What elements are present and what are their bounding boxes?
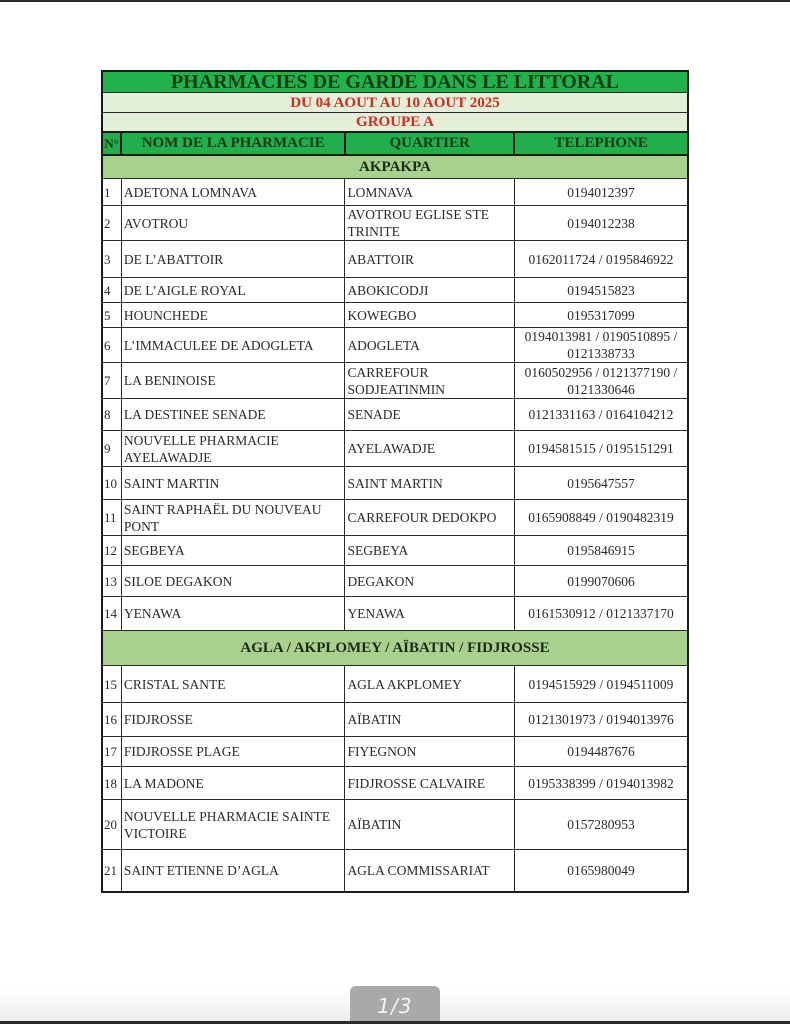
quartier-cell: AYELAWADJE <box>345 431 514 467</box>
quartier-cell: AVOTROU EGLISE STE TRINITE <box>345 206 514 241</box>
quartier-cell: YENAWA <box>345 597 514 631</box>
table-row <box>102 500 688 536</box>
row-number: 5 <box>102 303 121 328</box>
table-row <box>102 703 688 737</box>
pharmacy-name: DE L’AIGLE ROYAL <box>121 278 345 303</box>
telephone-cell: 0199070606 <box>514 566 688 597</box>
quartier-cell: AGLA COMMISSARIAT <box>345 850 514 893</box>
quartier-cell: SEGBEYA <box>345 536 514 566</box>
table-row <box>102 431 688 467</box>
table-row <box>102 278 688 303</box>
row-number: 20 <box>102 800 121 850</box>
pharmacy-name: SAINT RAPHAËL DU NOUVEAU PONT <box>121 500 345 536</box>
quartier-cell: CARREFOUR SODJEATINMIN <box>345 363 514 399</box>
telephone-cell: 0195338399 / 0194013982 <box>514 767 688 800</box>
table-row <box>102 767 688 800</box>
telephone-cell: 0194515823 <box>514 278 688 303</box>
row-number: 14 <box>102 597 121 631</box>
quartier-cell: DEGAKON <box>345 566 514 597</box>
pharmacy-name: YENAWA <box>121 597 345 631</box>
pharmacy-name: LA MADONE <box>121 767 345 800</box>
pharmacy-table <box>101 70 689 893</box>
pharmacy-name: FIDJROSSE PLAGE <box>121 737 345 767</box>
row-number: 3 <box>102 241 121 278</box>
pharmacy-name: DE L’ABATTOIR <box>121 241 345 278</box>
row-number: 10 <box>102 467 121 500</box>
table-row <box>102 363 688 399</box>
pharmacy-name: HOUNCHEDE <box>121 303 345 328</box>
row-number: 4 <box>102 278 121 303</box>
telephone-cell: 0194581515 / 0195151291 <box>514 431 688 467</box>
column-header-number: N° <box>102 132 121 155</box>
table-row <box>102 179 688 206</box>
telephone-cell: 0194013981 / 0190510895 / 0121338733 <box>514 328 688 363</box>
table-row <box>102 850 688 893</box>
table-row <box>102 399 688 431</box>
title-row <box>102 71 688 93</box>
table-row <box>102 597 688 631</box>
telephone-cell: 0195846915 <box>514 536 688 566</box>
date-row <box>102 93 688 113</box>
column-header-telephone: TELEPHONE <box>514 132 688 155</box>
pharmacy-name: FIDJROSSE <box>121 703 345 737</box>
row-number: 1 <box>102 179 121 206</box>
table-row <box>102 666 688 703</box>
column-header-row <box>102 132 688 155</box>
telephone-cell: 0194012397 <box>514 179 688 206</box>
pharmacy-name: AVOTROU <box>121 206 345 241</box>
row-number: 9 <box>102 431 121 467</box>
pharmacy-name: LA BENINOISE <box>121 363 345 399</box>
section-title: AKPAKPA <box>102 155 688 179</box>
top-edge-bar <box>0 0 790 2</box>
date-range: DU 04 AOUT AU 10 AOUT 2025 <box>102 93 688 113</box>
pharmacy-name: NOUVELLE PHARMACIE AYELAWADJE <box>121 431 345 467</box>
pharmacy-name: SAINT MARTIN <box>121 467 345 500</box>
row-number: 21 <box>102 850 121 893</box>
quartier-cell: ABOKICODJI <box>345 278 514 303</box>
section-header-row <box>102 155 688 179</box>
telephone-cell: 0195647557 <box>514 467 688 500</box>
row-number: 17 <box>102 737 121 767</box>
quartier-cell: ADOGLETA <box>345 328 514 363</box>
telephone-cell: 0161530912 / 0121337170 <box>514 597 688 631</box>
row-number: 2 <box>102 206 121 241</box>
table-row <box>102 303 688 328</box>
section-title: AGLA / AKPLOMEY / AÏBATIN / FIDJROSSE <box>102 631 688 666</box>
pharmacy-name: SEGBEYA <box>121 536 345 566</box>
table-row <box>102 241 688 278</box>
quartier-cell: ABATTOIR <box>345 241 514 278</box>
telephone-cell: 0195317099 <box>514 303 688 328</box>
pharmacy-name: L’IMMACULEE DE ADOGLETA <box>121 328 345 363</box>
telephone-cell: 0160502956 / 0121377190 / 0121330646 <box>514 363 688 399</box>
telephone-cell: 0194487676 <box>514 737 688 767</box>
column-header-quartier: QUARTIER <box>345 132 514 155</box>
row-number: 12 <box>102 536 121 566</box>
row-number: 13 <box>102 566 121 597</box>
table-row <box>102 328 688 363</box>
telephone-cell: 0121301973 / 0194013976 <box>514 703 688 737</box>
quartier-cell: SENADE <box>345 399 514 431</box>
pharmacy-name: NOUVELLE PHARMACIE SAINTE VICTOIRE <box>121 800 345 850</box>
row-number: 15 <box>102 666 121 703</box>
quartier-cell: KOWEGBO <box>345 303 514 328</box>
table-row <box>102 566 688 597</box>
quartier-cell: SAINT MARTIN <box>345 467 514 500</box>
quartier-cell: FIYEGNON <box>345 737 514 767</box>
row-number: 8 <box>102 399 121 431</box>
pharmacy-name: SAINT ETIENNE D’AGLA <box>121 850 345 893</box>
quartier-cell: AÏBATIN <box>345 800 514 850</box>
quartier-cell: CARREFOUR DEDOKPO <box>345 500 514 536</box>
telephone-cell: 0162011724 / 0195846922 <box>514 241 688 278</box>
quartier-cell: LOMNAVA <box>345 179 514 206</box>
row-number: 16 <box>102 703 121 737</box>
pharmacy-name: SILOE DEGAKON <box>121 566 345 597</box>
row-number: 7 <box>102 363 121 399</box>
pharmacy-name: LA DESTINEE SENADE <box>121 399 345 431</box>
telephone-cell: 0157280953 <box>514 800 688 850</box>
pharmacy-name: ADETONA LOMNAVA <box>121 179 345 206</box>
table-row <box>102 737 688 767</box>
row-number: 11 <box>102 500 121 536</box>
table-row <box>102 467 688 500</box>
telephone-cell: 0194515929 / 0194511009 <box>514 666 688 703</box>
telephone-cell: 0194012238 <box>514 206 688 241</box>
table-row <box>102 800 688 850</box>
table-row <box>102 536 688 566</box>
section-header-row <box>102 631 688 666</box>
column-header-name: NOM DE LA PHARMACIE <box>121 132 345 155</box>
pharmacy-name: CRISTAL SANTE <box>121 666 345 703</box>
row-number: 18 <box>102 767 121 800</box>
quartier-cell: FIDJROSSE CALVAIRE <box>345 767 514 800</box>
quartier-cell: AGLA AKPLOMEY <box>345 666 514 703</box>
telephone-cell: 0165908849 / 0190482319 <box>514 500 688 536</box>
telephone-cell: 0165980049 <box>514 850 688 893</box>
table-row <box>102 206 688 241</box>
quartier-cell: AÏBATIN <box>345 703 514 737</box>
telephone-cell: 0121331163 / 0164104212 <box>514 399 688 431</box>
group-row <box>102 113 688 133</box>
document-title: PHARMACIES DE GARDE DANS LE LITTORAL <box>102 71 688 93</box>
group-label: GROUPE A <box>102 113 688 133</box>
page-indicator[interactable]: 1/3 <box>350 986 440 1022</box>
row-number: 6 <box>102 328 121 363</box>
